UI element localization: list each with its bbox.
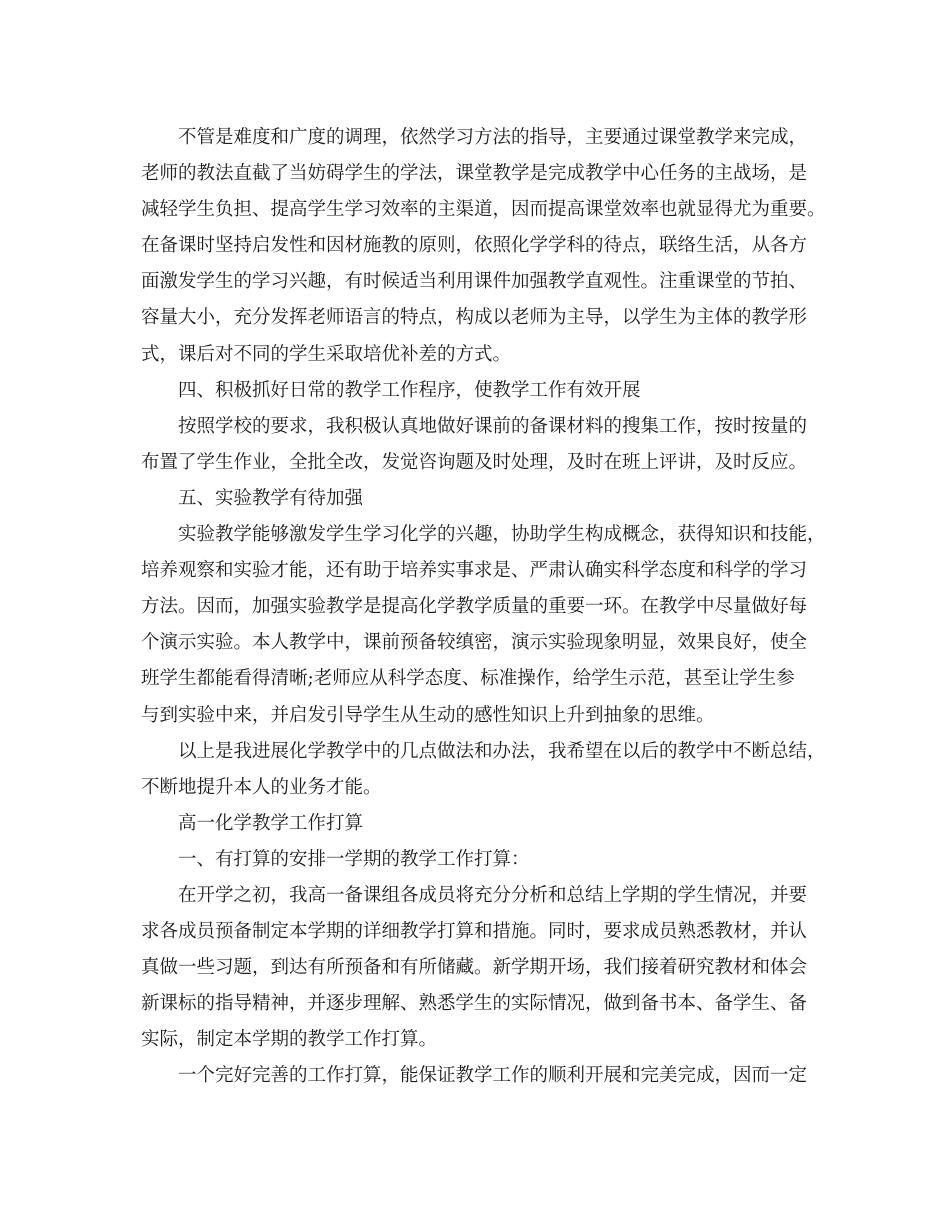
text-line: 新课标的指导精神，并逐步理解、熟悉学生的实际情况，做到备书本、备学生、备 [141, 993, 808, 1015]
text-line: 面激发学生的学习兴趣，有时候适当利用课件加强教学直观性。注重课堂的节拍、 [141, 271, 808, 293]
text-line: 式，课后对不同的学生采取培优补差的方式。 [141, 343, 512, 365]
text-line: 减轻学生负担、提高学生学习效率的主渠道，因而提高课堂效率也就显得尤为重要。 [141, 199, 826, 221]
text-line: 不断地提升本人的业务才能。 [141, 776, 382, 798]
text-line: 不管是难度和广度的调理，依然学习方法的指导，主要通过课堂教学来完成， [178, 127, 808, 148]
text-line: 班学生都能看得清晰;老师应从科学态度、标准操作，给学生示范，甚至让学生参 [141, 668, 795, 690]
text-line: 真做一些习题，到达有所预备和有所储藏。新学期开场，我们接着研究教材和体会 [141, 957, 808, 979]
text-line: 求各成员预备制定本学期的详细教学打算和措施。同时，要求成员熟悉教材，并认 [141, 921, 808, 943]
text-line: 培养观察和实验才能，还有助于培养实事求是、严肃认确实科学态度和科学的学习 [141, 560, 808, 582]
text-line: 按照学校的要求，我积极认真地做好课前的备课材料的搜集工作，按时按量的 [178, 415, 808, 437]
text-line: 方法。因而，加强实验教学是提高化学教学质量的重要一环。在教学中尽量做好每 [141, 596, 808, 618]
text-line: 实际，制定本学期的教学工作打算。 [141, 1029, 438, 1051]
text-line: 个演示实验。本人教学中，课前预备较缜密，演示实验现象明显，效果良好，使全 [141, 632, 808, 654]
section-heading: 五、实验教学有待加强 [178, 487, 364, 509]
text-line: 一个完好完善的工作打算，能保证教学工作的顺利开展和完美完成，因而一定 [178, 1065, 808, 1087]
text-line: 实验教学能够激发学生学习化学的兴趣，协助学生构成概念，获得知识和技能， [178, 524, 826, 546]
section-heading: 四、积极抓好日常的教学工作程序，使教学工作有效开展 [178, 379, 641, 401]
section-heading: 一、有打算的安排一学期的教学工作打算： [178, 848, 530, 870]
text-line: 与到实验中来，并启发引导学生从生动的感性知识上升到抽象的思维。 [141, 704, 715, 726]
text-line: 容量大小，充分发挥老师语言的特点，构成以老师为主导，以学生为主体的教学形 [141, 307, 808, 329]
document-body [141, 120, 831, 1095]
text-line: 老师的教法直截了当妨碍学生的学法，课堂教学是完成教学中心任务的主战场，是 [141, 163, 808, 185]
text-line: 布置了学生作业，全批全改，发觉咨询题及时处理，及时在班上评讲，及时反应。 [141, 451, 808, 473]
text-line: 在开学之初，我高一备课组各成员将充分分析和总结上学期的学生情况，并要 [178, 884, 808, 906]
text-line: 以上是我进展化学教学中的几点做法和办法，我希望在以后的教学中不断总结， [178, 740, 826, 762]
text-line: 在备课时坚持启发性和因材施教的原则，依照化学学科的待点，联络生活，从各方 [141, 235, 808, 257]
section-title: 高一化学教学工作打算 [178, 812, 364, 834]
